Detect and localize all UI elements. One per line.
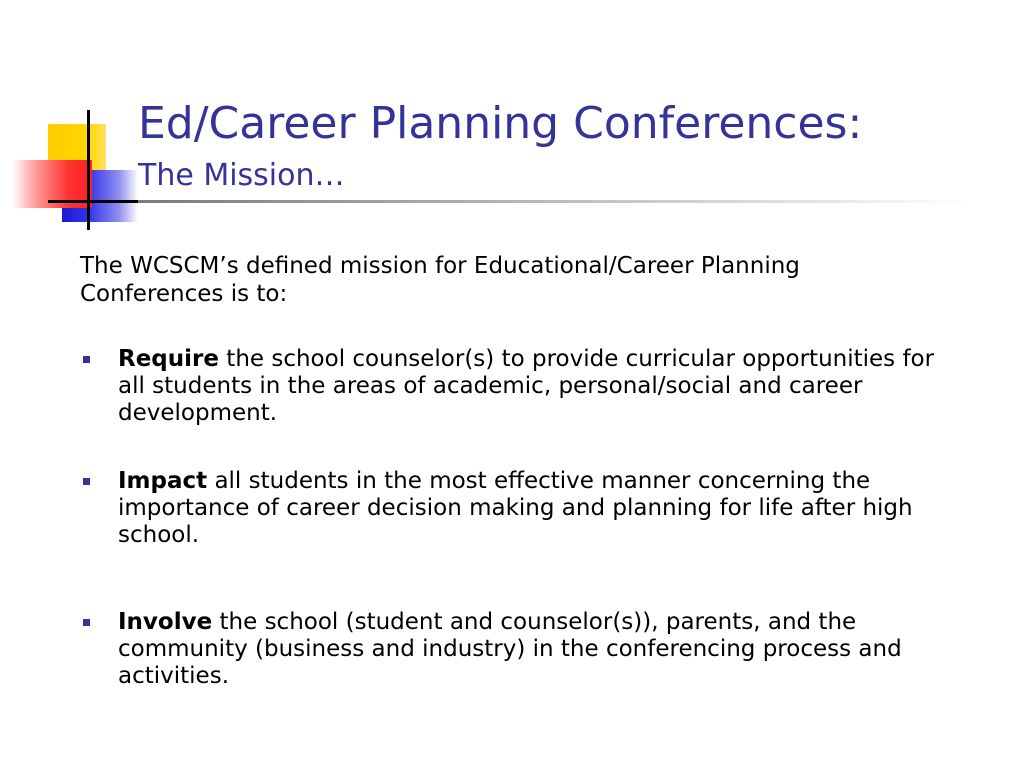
bullet-keyword: Involve <box>118 609 213 635</box>
bullet-text: the school (student and counselor(s)), parents, and the community (business and industry) in the conferencing process and activities. <box>118 609 902 689</box>
color-blocks-decoration <box>0 0 140 240</box>
bullet-item-require <box>80 346 960 427</box>
square-bullet-icon <box>83 356 90 363</box>
bullet-keyword: Impact <box>118 468 208 494</box>
slide-subtitle: The Mission… <box>138 158 345 193</box>
bullet-text: all students in the most effective manner concerning the importance of career decision making and planning for life after high school. <box>118 468 913 548</box>
bullet-text: the school counselor(s) to provide curricular opportunities for all students in the areas of academic, personal/social and career development. <box>118 346 935 426</box>
square-bullet-icon <box>83 478 90 485</box>
square-bullet-icon <box>83 619 90 626</box>
bullet-item-impact <box>80 468 960 549</box>
vertical-line-decoration <box>87 110 90 230</box>
slide-title: Ed/Career Planning Conferences: <box>138 98 863 149</box>
bullet-item-involve <box>80 609 960 690</box>
bullet-keyword: Require <box>118 346 219 372</box>
horizontal-line-decoration <box>48 200 144 203</box>
mission-bullet-list <box>80 346 960 690</box>
intro-paragraph: The WCSCM’s defined mission for Educational/Career Planning Conferences is to: <box>80 253 800 307</box>
title-underline-rule <box>138 200 968 203</box>
